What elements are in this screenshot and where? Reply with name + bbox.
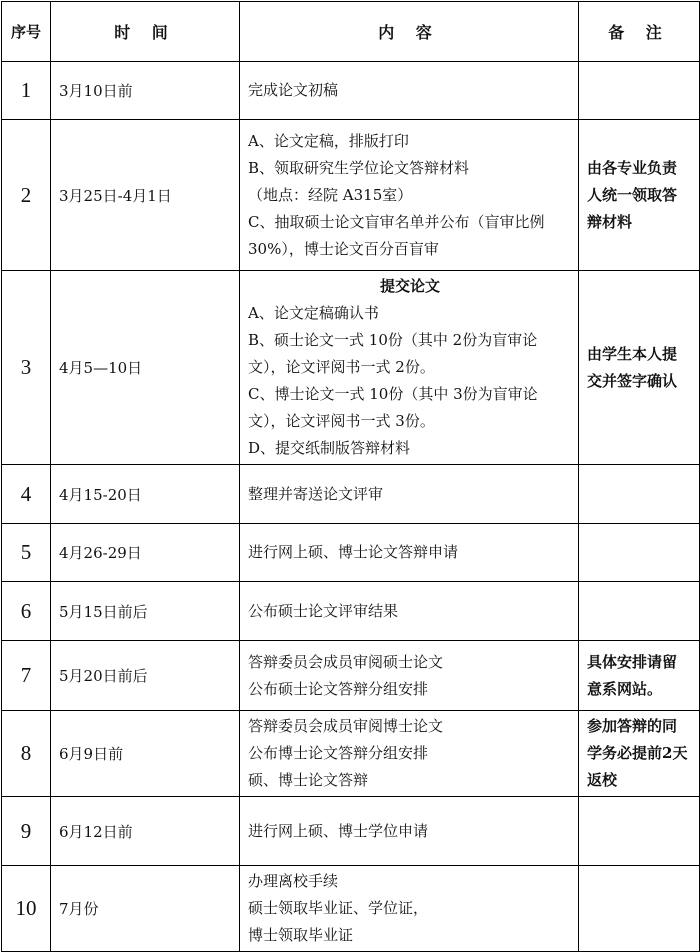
table-row	[2, 582, 700, 641]
row-num: 7	[2, 641, 51, 711]
content-line: （地点：经院 A315室）	[248, 185, 413, 204]
row-content	[240, 271, 579, 465]
content-line: 完成论文初稿	[248, 81, 339, 99]
row-note	[579, 797, 700, 866]
row-num: 9	[2, 797, 51, 866]
content-line: C、抽取硕士论文盲审名单并公布（盲审比例 30%），博士论文百分百盲审	[248, 212, 545, 258]
row-time: 6月12日前	[51, 797, 240, 866]
note-text: 由学生本人提交并签字确认	[587, 344, 678, 390]
row-num: 5	[2, 524, 51, 582]
row-note	[579, 641, 700, 711]
row-time: 3月25日-4月1日	[51, 120, 240, 271]
content-title: 提交论文	[379, 277, 440, 295]
content-line: 整理并寄送论文评审	[248, 484, 384, 503]
row-time: 7月份	[51, 866, 240, 952]
content-line: 硕、博士论文答辩	[248, 771, 369, 789]
table-row	[2, 866, 700, 952]
content-line: A、论文定稿确认书	[248, 304, 379, 322]
content-line: 硕士领取毕业证、学位证，	[248, 899, 429, 917]
table-row	[2, 271, 700, 465]
row-content	[240, 465, 579, 524]
row-note	[579, 62, 700, 120]
header-note: 备 注	[579, 2, 700, 62]
row-note	[579, 465, 700, 524]
content-line: 办理离校手续	[248, 872, 339, 890]
row-content	[240, 711, 579, 797]
row-num: 8	[2, 711, 51, 797]
row-num: 4	[2, 465, 51, 524]
content-line: 进行网上硕、博士学位申请	[248, 821, 429, 840]
row-num: 3	[2, 271, 51, 465]
content-line: A、论文定稿，排版打印	[248, 131, 409, 150]
content-line: 博士领取毕业证	[248, 926, 354, 944]
content-line: 公布硕士论文评审结果	[248, 601, 399, 620]
row-content	[240, 641, 579, 711]
header-content: 内 容	[240, 2, 579, 62]
row-note	[579, 271, 700, 465]
row-time: 5月15日前后	[51, 582, 240, 641]
row-time: 6月9日前	[51, 711, 240, 797]
content-line: 公布博士论文答辩分组安排	[248, 744, 429, 762]
note-text: 具体安排请留意系网站。	[587, 652, 678, 698]
table-row	[2, 120, 700, 271]
row-content	[240, 866, 579, 952]
row-content	[240, 120, 579, 271]
content-line: 答辩委员会成员审阅博士论文	[248, 717, 444, 735]
header-num: 序号	[2, 2, 51, 62]
header-time: 时 间	[51, 2, 240, 62]
row-num: 6	[2, 582, 51, 641]
row-num: 1	[2, 62, 51, 120]
schedule-table	[1, 1, 700, 952]
table-row	[2, 711, 700, 797]
row-num: 10	[2, 866, 51, 952]
row-note	[579, 120, 700, 271]
table-row	[2, 524, 700, 582]
content-line: B、领取研究生学位论文答辩材料	[248, 158, 470, 177]
table-row	[2, 62, 700, 120]
table-row	[2, 641, 700, 711]
content-line: B、硕士论文一式 10份（其中 2份为盲审论文），论文评阅书一式 2份。	[248, 331, 538, 376]
content-line: C、博士论文一式 10份（其中 3份为盲审论文），论文评阅书一式 3份。	[248, 385, 538, 430]
row-note	[579, 711, 700, 797]
row-time: 4月5—10日	[51, 271, 240, 465]
row-note	[579, 524, 700, 582]
content-line: 公布硕士论文答辩分组安排	[248, 679, 429, 698]
row-note	[579, 866, 700, 952]
row-content	[240, 582, 579, 641]
row-time: 3月10日前	[51, 62, 240, 120]
row-content	[240, 62, 579, 120]
table-row	[2, 465, 700, 524]
table-row	[2, 797, 700, 866]
content-line: D、提交纸制版答辩材料	[248, 439, 411, 457]
note-text: 参加答辩的同学务必提前2天返校	[587, 717, 688, 789]
note-text: 由各专业负责人统一领取答辩材料	[587, 158, 678, 231]
row-time: 4月15-20日	[51, 465, 240, 524]
row-content	[240, 797, 579, 866]
content-line: 进行网上硕、博士论文答辩申请	[248, 543, 459, 561]
row-content	[240, 524, 579, 582]
row-time: 4月26-29日	[51, 524, 240, 582]
header-row	[2, 2, 700, 62]
row-num: 2	[2, 120, 51, 271]
content-line: 答辩委员会成员审阅硕士论文	[248, 652, 444, 671]
row-time: 5月20日前后	[51, 641, 240, 711]
row-note	[579, 582, 700, 641]
